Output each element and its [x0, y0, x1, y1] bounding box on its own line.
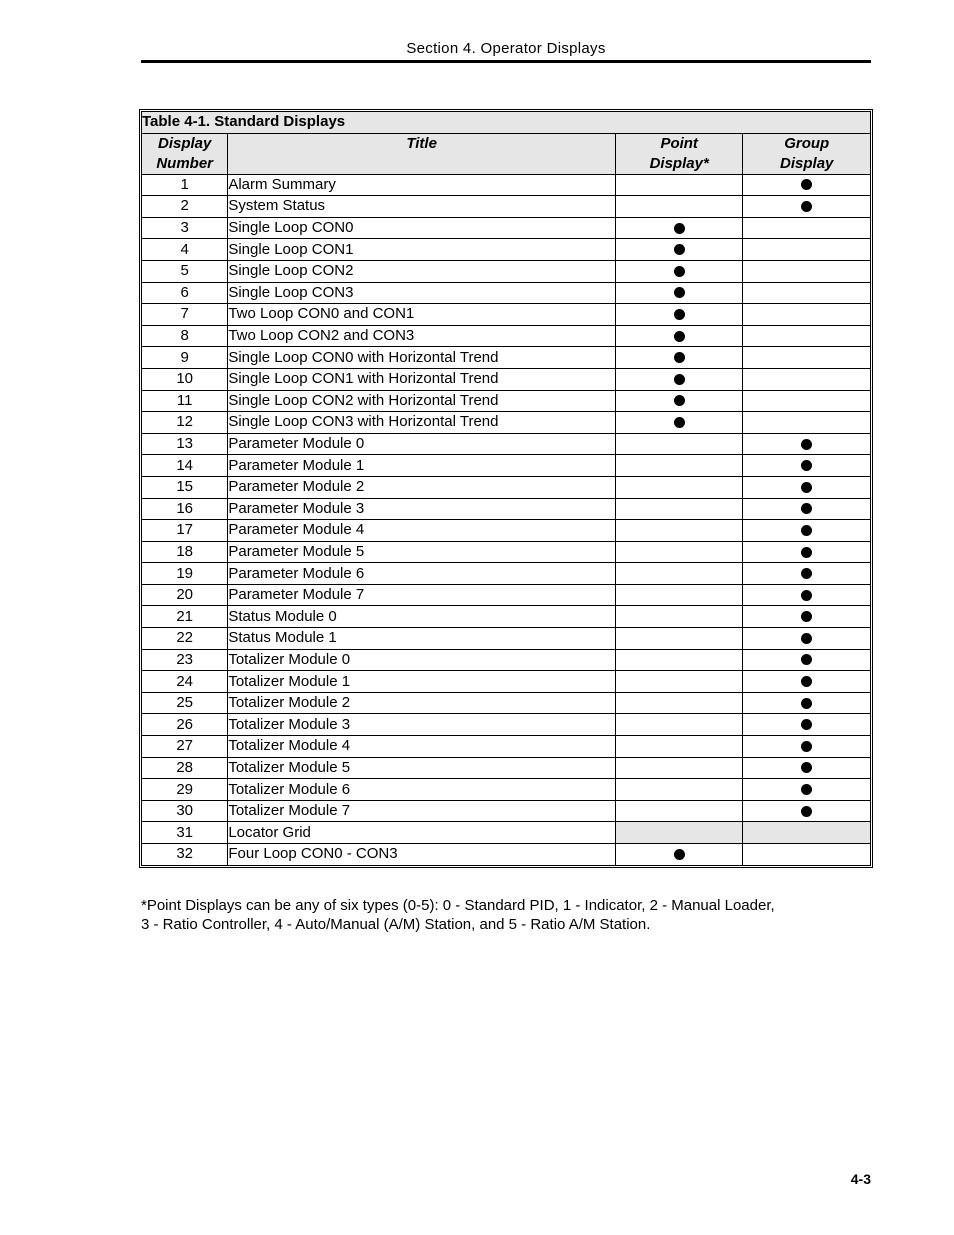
group-display-cell: [743, 282, 871, 304]
point-display-cell: [615, 628, 743, 650]
display-number-cell: 7: [142, 304, 228, 326]
group-display-cell: [743, 347, 871, 369]
column-header-text: Point: [660, 134, 698, 152]
point-display-cell: [615, 455, 743, 477]
table-row: [142, 628, 871, 650]
group-display-cell: [743, 584, 871, 606]
column-header-title: Title: [228, 133, 616, 174]
standard-displays-table: [141, 111, 871, 866]
table-row: [142, 844, 871, 866]
display-title-cell: Status Module 1: [228, 628, 616, 650]
group-display-cell: [743, 217, 871, 239]
group-display-cell: [743, 800, 871, 822]
group-display-cell: [743, 260, 871, 282]
table-row: [142, 584, 871, 606]
display-title-cell: Single Loop CON1 with Horizontal Trend: [228, 368, 616, 390]
table-row: [142, 541, 871, 563]
display-title-cell: Single Loop CON2 with Horizontal Trend: [228, 390, 616, 412]
display-title-cell: Locator Grid: [228, 822, 616, 844]
display-number-cell: 24: [142, 671, 228, 693]
table-row: [142, 736, 871, 758]
point-display-cell: [615, 282, 743, 304]
point-display-marker-icon: [674, 309, 685, 320]
group-display-cell: [743, 476, 871, 498]
display-number-cell: 27: [142, 736, 228, 758]
column-header-text: Number: [156, 154, 214, 172]
display-number-cell: 8: [142, 325, 228, 347]
display-number-cell: 5: [142, 260, 228, 282]
group-display-cell: [743, 498, 871, 520]
point-display-cell: [615, 714, 743, 736]
table-row: [142, 692, 871, 714]
display-number-cell: 20: [142, 584, 228, 606]
table-row: [142, 368, 871, 390]
point-display-cell: [615, 520, 743, 542]
point-display-marker-icon: [674, 287, 685, 298]
display-title-cell: System Status: [228, 196, 616, 218]
group-display-marker-icon: [801, 611, 812, 622]
display-title-cell: Single Loop CON3: [228, 282, 616, 304]
point-display-cell: [615, 174, 743, 196]
display-title-cell: Two Loop CON0 and CON1: [228, 304, 616, 326]
display-title-cell: Parameter Module 4: [228, 520, 616, 542]
point-display-cell: [615, 800, 743, 822]
display-number-cell: 32: [142, 844, 228, 866]
display-title-cell: Parameter Module 3: [228, 498, 616, 520]
group-display-marker-icon: [801, 784, 812, 795]
display-number-cell: 22: [142, 628, 228, 650]
group-display-cell: [743, 671, 871, 693]
table-row: [142, 649, 871, 671]
table-row: [142, 671, 871, 693]
table-row: [142, 174, 871, 196]
group-display-cell: [743, 433, 871, 455]
display-title-cell: Totalizer Module 2: [228, 692, 616, 714]
point-display-marker-icon: [674, 266, 685, 277]
table-row: [142, 714, 871, 736]
column-header-point-display: [615, 133, 743, 174]
point-display-cell: [615, 347, 743, 369]
group-display-cell: [743, 455, 871, 477]
group-display-cell: [743, 779, 871, 801]
group-display-marker-icon: [801, 201, 812, 212]
table-caption: Table 4-1. Standard Displays: [142, 112, 871, 134]
group-display-marker-icon: [801, 568, 812, 579]
point-display-marker-icon: [674, 417, 685, 428]
display-number-cell: 21: [142, 606, 228, 628]
display-number-cell: 12: [142, 412, 228, 434]
point-display-cell: [615, 584, 743, 606]
display-title-cell: Totalizer Module 3: [228, 714, 616, 736]
group-display-cell: [743, 649, 871, 671]
column-header-text: Display: [780, 154, 834, 172]
running-head: Section 4. Operator Displays: [406, 40, 606, 57]
table-row: [142, 606, 871, 628]
point-display-cell: [615, 239, 743, 261]
group-display-marker-icon: [801, 676, 812, 687]
point-display-marker-icon: [674, 223, 685, 234]
point-display-cell: [615, 217, 743, 239]
display-title-cell: Single Loop CON3 with Horizontal Trend: [228, 412, 616, 434]
display-title-cell: Totalizer Module 6: [228, 779, 616, 801]
group-display-marker-icon: [801, 741, 812, 752]
group-display-cell: [743, 368, 871, 390]
table-row: [142, 779, 871, 801]
table-row: [142, 433, 871, 455]
display-title-cell: Single Loop CON1: [228, 239, 616, 261]
table-row: [142, 822, 871, 844]
display-number-cell: 31: [142, 822, 228, 844]
display-title-cell: Parameter Module 7: [228, 584, 616, 606]
display-number-cell: 3: [142, 217, 228, 239]
display-title-cell: Totalizer Module 4: [228, 736, 616, 758]
point-display-cell: [615, 476, 743, 498]
group-display-cell: [743, 757, 871, 779]
display-number-cell: 11: [142, 390, 228, 412]
table-row: [142, 476, 871, 498]
display-number-cell: 19: [142, 563, 228, 585]
display-number-cell: 18: [142, 541, 228, 563]
display-number-cell: 17: [142, 520, 228, 542]
point-display-cell: [615, 736, 743, 758]
column-header-display-number: [142, 133, 228, 174]
display-title-cell: Status Module 0: [228, 606, 616, 628]
footnote-line: *Point Displays can be any of six types (0-5): 0 - Standard PID, 1 - Indicator, 2 - Manual Loader,: [141, 897, 775, 914]
page-number: 4-3: [850, 1171, 871, 1187]
display-title-cell: Parameter Module 1: [228, 455, 616, 477]
point-display-cell: [615, 844, 743, 866]
table-footnote: [141, 896, 881, 934]
group-display-marker-icon: [801, 654, 812, 665]
point-display-marker-icon: [674, 352, 685, 363]
group-display-cell: [743, 563, 871, 585]
group-display-marker-icon: [801, 590, 812, 601]
display-title-cell: Single Loop CON0 with Horizontal Trend: [228, 347, 616, 369]
display-number-cell: 14: [142, 455, 228, 477]
point-display-cell: [615, 563, 743, 585]
display-number-cell: 10: [142, 368, 228, 390]
point-display-marker-icon: [674, 395, 685, 406]
point-display-cell: [615, 390, 743, 412]
display-number-cell: 16: [142, 498, 228, 520]
table-body: [142, 174, 871, 865]
group-display-marker-icon: [801, 503, 812, 514]
display-number-cell: 15: [142, 476, 228, 498]
table-row: [142, 239, 871, 261]
table-row: [142, 325, 871, 347]
group-display-marker-icon: [801, 179, 812, 190]
point-display-cell: [615, 541, 743, 563]
group-display-marker-icon: [801, 762, 812, 773]
point-display-cell: [615, 822, 743, 844]
display-title-cell: Totalizer Module 1: [228, 671, 616, 693]
point-display-cell: [615, 671, 743, 693]
table-row: [142, 304, 871, 326]
column-header-text: Display*: [649, 154, 709, 172]
point-display-cell: [615, 196, 743, 218]
display-number-cell: 4: [142, 239, 228, 261]
table-row: [142, 800, 871, 822]
group-display-marker-icon: [801, 719, 812, 730]
group-display-cell: [743, 412, 871, 434]
table-row: [142, 282, 871, 304]
display-title-cell: Two Loop CON2 and CON3: [228, 325, 616, 347]
group-display-cell: [743, 628, 871, 650]
group-display-marker-icon: [801, 698, 812, 709]
point-display-cell: [615, 498, 743, 520]
table-row: [142, 412, 871, 434]
point-display-cell: [615, 304, 743, 326]
point-display-cell: [615, 368, 743, 390]
group-display-cell: [743, 541, 871, 563]
footnote-line: 3 - Ratio Controller, 4 - Auto/Manual (A/M) Station, and 5 - Ratio A/M Station.: [141, 916, 651, 933]
display-number-cell: 28: [142, 757, 228, 779]
group-display-cell: [743, 714, 871, 736]
point-display-cell: [615, 260, 743, 282]
point-display-cell: [615, 692, 743, 714]
display-number-cell: 13: [142, 433, 228, 455]
table-row: [142, 347, 871, 369]
table-row: [142, 217, 871, 239]
display-number-cell: 30: [142, 800, 228, 822]
group-display-cell: [743, 239, 871, 261]
display-title-cell: Parameter Module 5: [228, 541, 616, 563]
point-display-marker-icon: [674, 331, 685, 342]
point-display-cell: [615, 412, 743, 434]
table-row: [142, 757, 871, 779]
point-display-cell: [615, 325, 743, 347]
group-display-marker-icon: [801, 439, 812, 450]
group-display-cell: [743, 196, 871, 218]
group-display-cell: [743, 606, 871, 628]
point-display-cell: [615, 779, 743, 801]
point-display-cell: [615, 606, 743, 628]
display-title-cell: Parameter Module 6: [228, 563, 616, 585]
display-title-cell: Totalizer Module 7: [228, 800, 616, 822]
display-title-cell: Single Loop CON2: [228, 260, 616, 282]
display-number-cell: 23: [142, 649, 228, 671]
display-number-cell: 1: [142, 174, 228, 196]
group-display-cell: [743, 520, 871, 542]
table-row: [142, 498, 871, 520]
table-row: [142, 455, 871, 477]
group-display-cell: [743, 844, 871, 866]
display-number-cell: 2: [142, 196, 228, 218]
group-display-marker-icon: [801, 547, 812, 558]
group-display-marker-icon: [801, 633, 812, 644]
column-header-text: Group: [784, 134, 830, 152]
point-display-cell: [615, 433, 743, 455]
display-title-cell: Totalizer Module 0: [228, 649, 616, 671]
table-row: [142, 563, 871, 585]
table-header-row: [142, 133, 871, 174]
display-number-cell: 6: [142, 282, 228, 304]
group-display-marker-icon: [801, 806, 812, 817]
group-display-cell: [743, 390, 871, 412]
group-display-cell: [743, 736, 871, 758]
display-title-cell: Parameter Module 0: [228, 433, 616, 455]
group-display-marker-icon: [801, 525, 812, 536]
display-title-cell: Four Loop CON0 - CON3: [228, 844, 616, 866]
point-display-marker-icon: [674, 374, 685, 385]
table-row: [142, 196, 871, 218]
table-row: [142, 260, 871, 282]
table-row: [142, 390, 871, 412]
table-row: [142, 520, 871, 542]
group-display-cell: [743, 325, 871, 347]
display-number-cell: 25: [142, 692, 228, 714]
point-display-cell: [615, 649, 743, 671]
group-display-cell: [743, 174, 871, 196]
display-number-cell: 26: [142, 714, 228, 736]
group-display-cell: [743, 692, 871, 714]
standard-displays-table-container: [141, 111, 871, 866]
group-display-cell: [743, 822, 871, 844]
group-display-cell: [743, 304, 871, 326]
display-number-cell: 29: [142, 779, 228, 801]
group-display-marker-icon: [801, 482, 812, 493]
display-title-cell: Single Loop CON0: [228, 217, 616, 239]
display-title-cell: Totalizer Module 5: [228, 757, 616, 779]
display-number-cell: 9: [142, 347, 228, 369]
point-display-marker-icon: [674, 244, 685, 255]
point-display-marker-icon: [674, 849, 685, 860]
group-display-marker-icon: [801, 460, 812, 471]
column-header-text: Display: [157, 134, 212, 152]
header-rule: [141, 60, 871, 63]
display-title-cell: Alarm Summary: [228, 174, 616, 196]
point-display-cell: [615, 757, 743, 779]
column-header-group-display: [743, 133, 871, 174]
display-title-cell: Parameter Module 2: [228, 476, 616, 498]
